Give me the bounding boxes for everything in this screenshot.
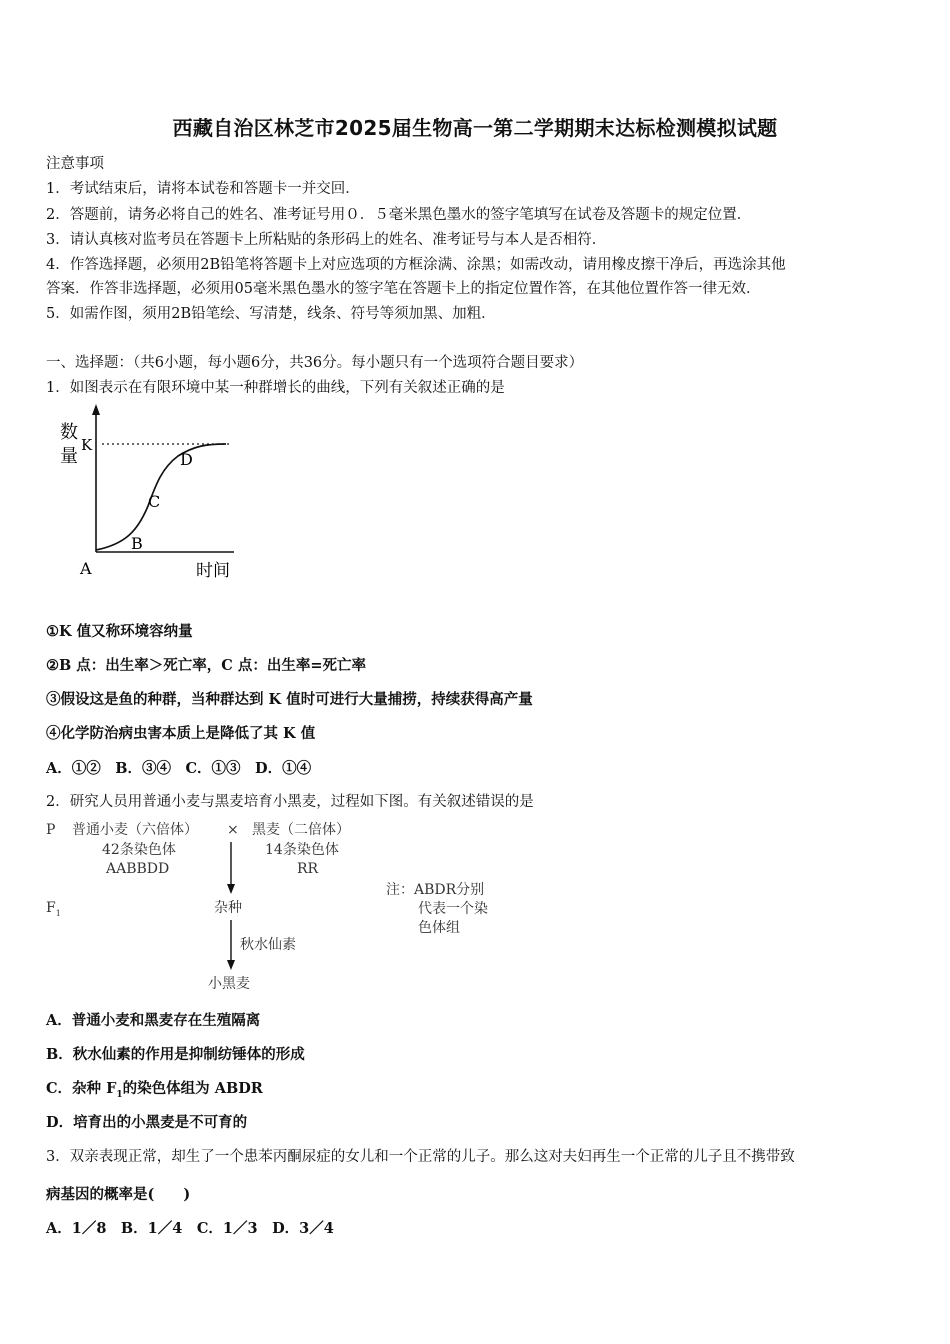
colchicine-label: 秋水仙素 (240, 937, 296, 953)
question-2-option-c: C．杂种 $F_1$的染色体组为 ABDR (46, 1080, 263, 1100)
hybrid-label: 杂种 (214, 900, 242, 916)
question-1-statement: ③假设这是鱼的种群，当种群达到 K 值时可进行大量捕捞，持续获得高产量 (46, 691, 533, 708)
rye-chromosome-count: 14条染色体 (265, 842, 339, 858)
notice-item: 2．答题前，请务必将自己的姓名、准考证号用０．５毫米黑色墨水的签字笔填写在试卷及答题卡的规定位置． (46, 207, 752, 223)
question-3-options: A．1／8 B．1／4 C．1／3 D．3／4 (46, 1220, 334, 1237)
point-c-label: C (148, 492, 161, 511)
cross-symbol: × (227, 822, 239, 838)
population-growth-curve-figure (56, 402, 246, 582)
question-3-stem-continued: 病基因的概率是( ) (46, 1186, 191, 1203)
y-axis-label: 量 (60, 446, 78, 467)
notice-item: 1．考试结束后，请将本试卷和答题卡一并交回． (46, 181, 360, 197)
k-label: K (81, 436, 93, 454)
question-1-options: A．①② B．③④ C．①③ D．①④ (46, 760, 312, 777)
triticale-label: 小黑麦 (208, 976, 250, 992)
notice-item: 答案．作答非选择题，必须用05毫米黑色墨水的签字笔在答题卡上的指定位置作答，在其他位置作答一律无效． (46, 281, 761, 297)
arrow-head (227, 884, 235, 894)
wheat-chromosome-count: 42条染色体 (102, 842, 176, 858)
y-axis-arrow (92, 404, 100, 415)
question-2-stem: 2．研究人员用普通小麦与黑麦培育小黑麦，过程如下图。有关叙述错误的是 (46, 794, 534, 810)
point-a-label: A (80, 559, 92, 578)
triticale-breeding-figure (40, 816, 520, 998)
note-line: 注：ABDR分别 (386, 882, 485, 898)
page-title: 西藏自治区林芝市2025届生物高一第二学期期末达标检测模拟试题 (172, 116, 778, 140)
question-2-option-a: A．普通小麦和黑麦存在生殖隔离 (46, 1012, 261, 1029)
point-b-label: B (131, 534, 143, 553)
note-line: 代表一个染 (418, 901, 488, 917)
question-1-statement: ①K 值又称环境容纳量 (46, 623, 193, 640)
notice-item: 5．如需作图，须用2B铅笔绘、写清楚，线条、符号等须加黑、加粗． (46, 306, 496, 322)
question-1-statement: ④化学防治病虫害本质上是降低了其 K 值 (46, 725, 316, 742)
question-2-option-d: D．培育出的小黑麦是不可育的 (46, 1114, 248, 1131)
notice-item: 3．请认真核对监考员在答题卡上所粘贴的条形码上的姓名、准考证号与本人是否相符． (46, 232, 607, 248)
question-1-statement: ②B 点：出生率＞死亡率，C 点：出生率=死亡率 (46, 657, 367, 674)
wheat-genome: AABBDD (106, 861, 170, 877)
question-3-stem: 3．双亲表现正常，却生了一个患苯丙酮尿症的女儿和一个正常的儿子。那么这对夫妇再生一个正常的儿子且不携带致 (46, 1149, 795, 1165)
rye-label: 黑麦（二倍体） (252, 822, 350, 838)
wheat-label: 普通小麦（六倍体） (72, 822, 198, 838)
x-axis-label: 时间 (196, 561, 230, 581)
note-line: 色体组 (418, 920, 460, 936)
y-axis-label: 数 (60, 422, 78, 443)
notice-item: 4．作答选择题，必须用2B铅笔将答题卡上对应选项的方框涂满、涂黑；如需改动，请用橡皮擦干净后，再选涂其他 (46, 257, 786, 273)
notice-heading: 注意事项 (46, 156, 104, 172)
point-d-label: D (180, 450, 193, 469)
rye-genome: RR (297, 861, 319, 877)
arrow-head (227, 960, 235, 970)
question-2-option-b: B．秋水仙素的作用是抑制纺锤体的形成 (46, 1046, 305, 1063)
question-1-stem: 1．如图表示在有限环境中某一种群增长的曲线，下列有关叙述正确的是 (46, 380, 505, 396)
section-heading: 一、选择题：（共6小题，每小题6分，共36分。每小题只有一个选项符合题目要求） (46, 355, 584, 371)
s-curve (96, 444, 226, 550)
f1-label: $F_1$ (46, 900, 61, 918)
p-label: P (46, 822, 56, 838)
